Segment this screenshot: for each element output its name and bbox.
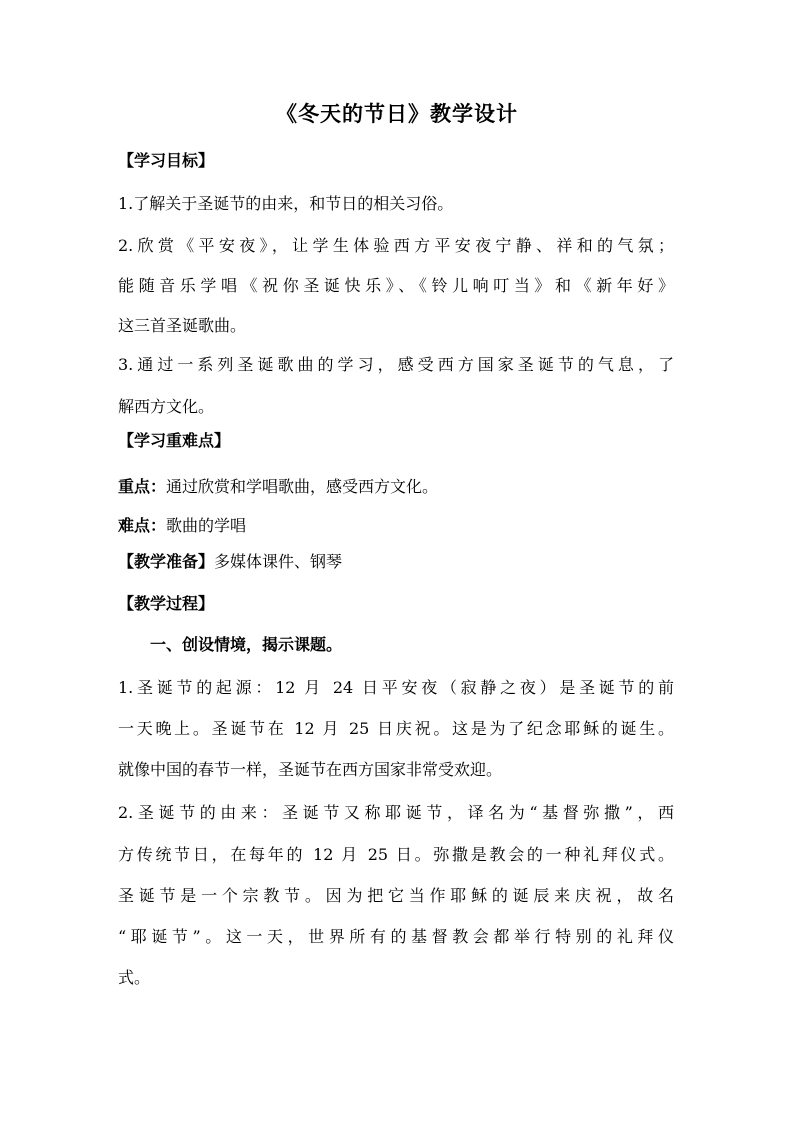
process-line: 1.圣诞节的起源：12 月 24 日平安夜（寂静之夜）是圣诞节的前: [118, 678, 674, 697]
process-line: “耶诞节”。这一天，世界所有的基督教会都举行特别的礼拜仪: [118, 927, 674, 946]
key-point-line: [118, 477, 438, 497]
objective-line: 2.欣赏《平安夜》，让学生体验西方平安夜宁静、祥和的气氛；: [118, 236, 674, 255]
process-line: 方传统节日，在每年的 12 月 25 日。弥撒是教会的一种礼拜仪式。: [118, 845, 674, 864]
key-point-text: 通过欣赏和学唱歌曲，感受西方文化。: [166, 477, 439, 496]
objective-line: 3.通过一系列圣诞歌曲的学习，感受西方国家圣诞节的气息，了: [118, 355, 674, 374]
document-title: 《冬天的节日》教学设计: [276, 102, 518, 126]
objective-line: 1.了解关于圣诞节的由来，和节日的相关习俗。: [118, 194, 454, 213]
difficulty-label: 难点：: [118, 516, 167, 535]
objective-line: 解西方文化。: [118, 397, 215, 416]
preparation-text: 多媒体课件、钢琴: [214, 552, 343, 571]
difficulty-text: 歌曲的学唱: [166, 516, 247, 535]
process-line: 一天晚上。圣诞节在 12 月 25 日庆祝。这是为了纪念耶稣的诞生。: [118, 719, 674, 738]
process-subheading: 一、创设情境，揭示课题。: [150, 635, 343, 654]
preparation-line: [118, 552, 342, 572]
process-line: 式。: [118, 968, 151, 987]
key-point-label: 重点：: [118, 477, 167, 496]
preparation-heading: 【教学准备】: [118, 552, 215, 571]
process-line: 就像中国的春节一样，圣诞节在西方国家非常受欢迎。: [118, 760, 503, 779]
objectives-heading: 【学习目标】: [118, 151, 215, 170]
key-points-heading: 【学习重难点】: [118, 431, 231, 450]
objective-line: 能随音乐学唱《祝你圣诞快乐》、《铃儿响叮当》和《新年好》: [118, 276, 674, 295]
process-line: 圣诞节是一个宗教节。因为把它当作耶稣的诞辰来庆祝，故名: [118, 886, 674, 905]
process-heading: 【教学过程】: [118, 594, 215, 613]
objective-line: 这三首圣诞歌曲。: [118, 316, 247, 335]
process-line: 2.圣诞节的由来：圣诞节又称耶诞节，译名为“基督弥撒”，西: [118, 803, 674, 822]
difficulty-line: [118, 516, 246, 536]
